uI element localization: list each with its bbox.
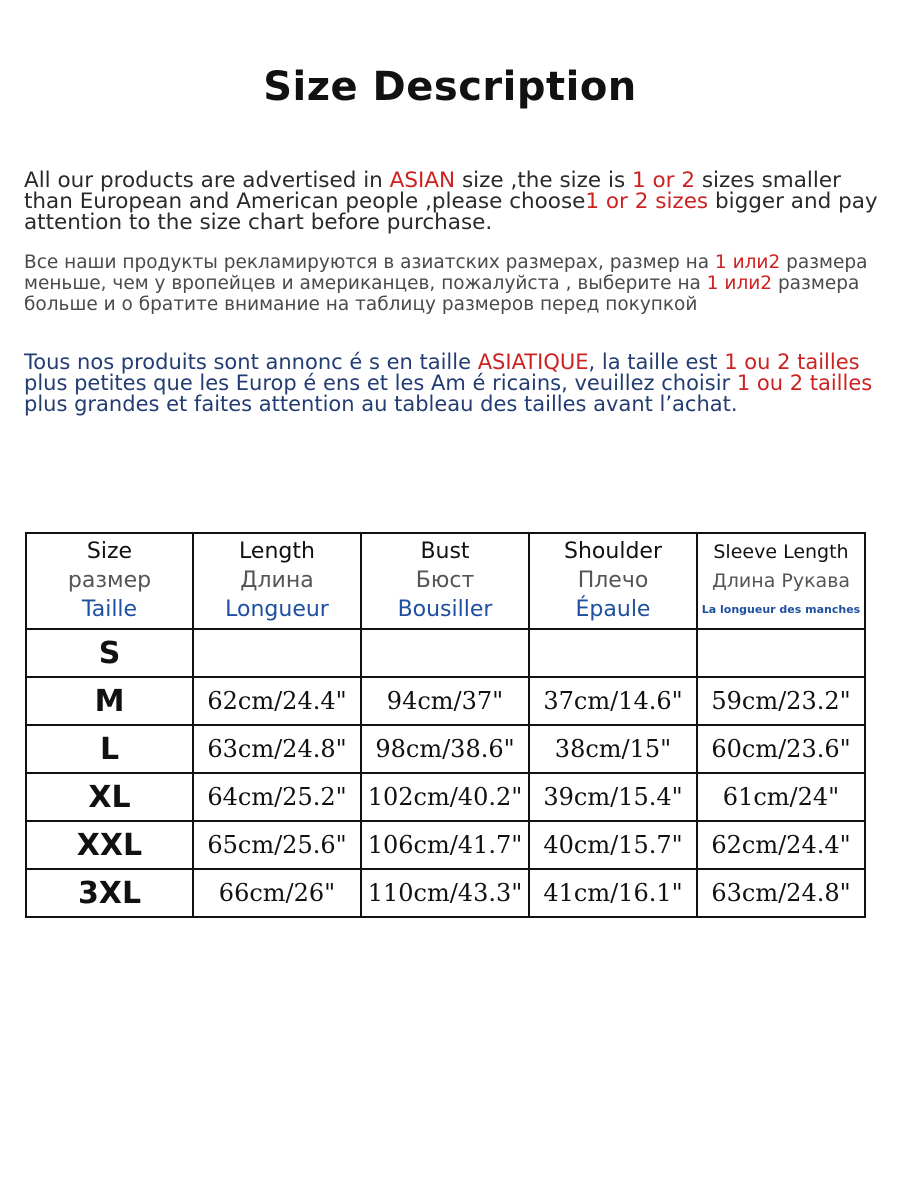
- shoulder-value: 39cm/15.4": [529, 773, 697, 821]
- size-diff-highlight: 1 ou 2 tailles: [724, 350, 860, 374]
- table-row: [26, 629, 865, 677]
- length-value: [193, 629, 361, 677]
- table-row: [26, 725, 865, 773]
- asian-highlight: ASIAN: [389, 168, 456, 193]
- english-notice: All our products are advertised in ASIAN size ,the size is 1 or 2 sizes smaller than European and American people ,please choose1 or 2 sizes bigger and pay attention to the size chart before purchase.: [24, 168, 878, 235]
- sleeve-value: 62cm/24.4": [697, 821, 865, 869]
- sleeve-value: [697, 629, 865, 677]
- size-chart-table: [25, 532, 866, 918]
- shoulder-value: 40cm/15.7": [529, 821, 697, 869]
- bust-value: [361, 629, 529, 677]
- header-shoulder: Shoulder Плечо Épaule: [529, 533, 697, 629]
- sleeve-value: 61cm/24": [697, 773, 865, 821]
- french-notice: Tous nos produits sont annonc é s en taille ASIATIQUE, la taille est 1 ou 2 tailles plus petites que les Europ é ens et les Am é ricains, veuillez choisir 1 ou 2 tailles plus grandes et faites attention au tableau des tailles avant l’achat.: [24, 350, 873, 416]
- shoulder-value: 38cm/15": [529, 725, 697, 773]
- russian-notice: Все наши продукты рекламируются в азиатских размерах, размер на 1 или2 размера меньше, чем у вропейцев и американцев, пожалуйста , выберите на 1 или2 размера больше и о братите внимание на таблицу размеров перед покупкой: [24, 252, 868, 315]
- length-value: 62cm/24.4": [193, 677, 361, 725]
- bust-value: 98cm/38.6": [361, 725, 529, 773]
- size-label: 3XL: [26, 869, 193, 917]
- size-label: M: [26, 677, 193, 725]
- length-value: 63cm/24.8": [193, 725, 361, 773]
- length-value: 64cm/25.2": [193, 773, 361, 821]
- sleeve-value: 59cm/23.2": [697, 677, 865, 725]
- size-label: XL: [26, 773, 193, 821]
- bust-value: 94cm/37": [361, 677, 529, 725]
- table-row: [26, 869, 865, 917]
- bust-value: 102cm/40.2": [361, 773, 529, 821]
- size-label: XXL: [26, 821, 193, 869]
- header-sleeve-length: Sleeve Length Длина Рукава La longueur des manches: [697, 533, 865, 629]
- table-row: [26, 677, 865, 725]
- shoulder-value: 37cm/14.6": [529, 677, 697, 725]
- table-row: [26, 821, 865, 869]
- size-diff-highlight: 1 ou 2 tailles: [736, 371, 873, 395]
- sleeve-value: 60cm/23.6": [697, 725, 865, 773]
- length-value: 65cm/25.6": [193, 821, 361, 869]
- size-label: L: [26, 725, 193, 773]
- table-row: [26, 773, 865, 821]
- sleeve-value: 63cm/24.8": [697, 869, 865, 917]
- header-length: Length Длина Longueur: [193, 533, 361, 629]
- size-diff-highlight: 1 or 2: [631, 168, 696, 193]
- bust-value: 110cm/43.3": [361, 869, 529, 917]
- size-diff-highlight: 1 or 2 sizes: [585, 189, 709, 214]
- shoulder-value: [529, 629, 697, 677]
- page-title: Size Description: [263, 64, 637, 110]
- table-header-row: [26, 533, 865, 629]
- length-value: 66cm/26": [193, 869, 361, 917]
- size-diff-highlight: 1 или2: [714, 252, 781, 273]
- size-diff-highlight: 1 или2: [706, 273, 773, 294]
- shoulder-value: 41cm/16.1": [529, 869, 697, 917]
- bust-value: 106cm/41.7": [361, 821, 529, 869]
- asiatique-highlight: ASIATIQUE: [477, 350, 589, 374]
- size-label: S: [26, 629, 193, 677]
- header-bust: Bust Бюст Bousiller: [361, 533, 529, 629]
- header-size: Size размер Taille: [26, 533, 193, 629]
